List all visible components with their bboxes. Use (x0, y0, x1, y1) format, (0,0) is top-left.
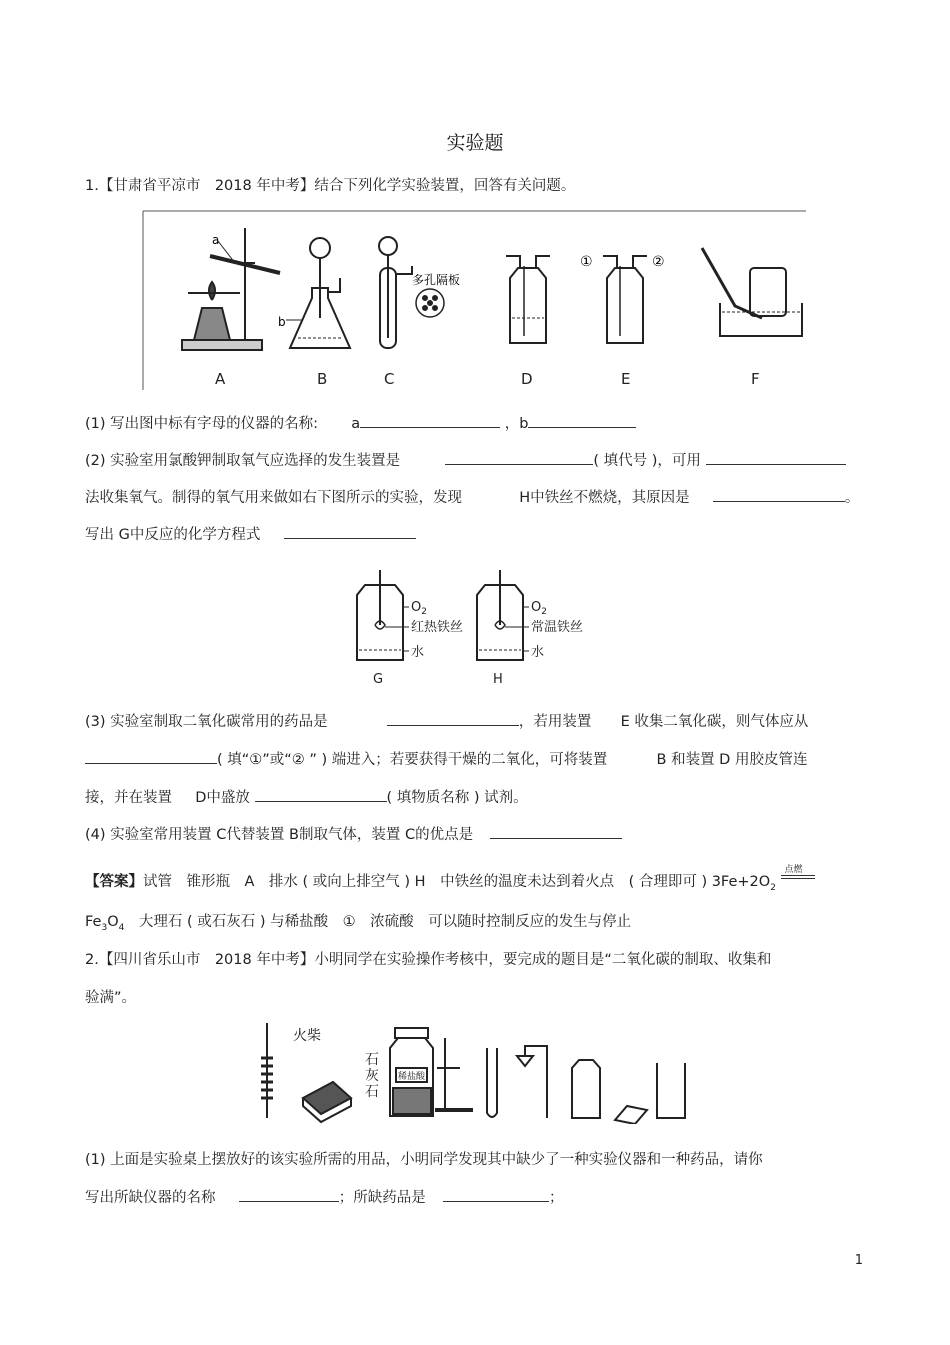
h-wire-label: 常温铁丝 (531, 620, 584, 635)
apparatus-c (379, 237, 444, 348)
q2-sub1-line2: 写出所缺仪器的名称 ；所缺药品是 ； (85, 1186, 563, 1207)
answer-blank-reason[interactable] (713, 487, 845, 502)
answer-blank-missing-reagent[interactable] (443, 1187, 549, 1202)
g-o2-label: O (411, 600, 422, 615)
label-a: a (212, 233, 220, 247)
svg-text:O2 (411, 600, 427, 617)
h-o2-sub: 2 (541, 607, 547, 617)
q1-sub3-line1: (3) 实验室制取二氧化碳常用的药品是 ，若用装置 E 收集二氧化碳，则气体应从 (85, 710, 808, 731)
label-port1: ① (580, 254, 593, 270)
label-b: b (278, 315, 286, 329)
apparatus-f (702, 248, 802, 336)
fig-label-g: G (373, 672, 384, 687)
page-number: 1 (854, 1253, 863, 1268)
apparatus-d (506, 256, 550, 343)
apparatus-b (290, 238, 350, 348)
g-wire-label: 红热铁丝 (411, 620, 464, 635)
label-porous: 多孔隔板 (412, 273, 461, 287)
q1-iron-wire-figure (345, 565, 605, 690)
q1-sub2-line2: 法收集氧气。制得的氧气用来做如右下图所示的实验，发现 H中铁丝不燃烧，其原因是 。 (85, 486, 859, 507)
answer-blank-co2-reagents[interactable] (387, 711, 519, 726)
q1-apparatus-figure (140, 208, 810, 398)
q1-sub2-line1: (2) 实验室用氯酸钾制取氧气应选择的发生装置是 ( 填代号 )，可用 (85, 449, 846, 470)
answer-blank-drying-agent[interactable] (255, 787, 387, 802)
answer-blank-b[interactable] (528, 413, 636, 428)
q1-sub4: (4) 实验室常用装置 C代替装置 B制取气体，装置 C的优点是 (85, 823, 622, 844)
apparatus-e (603, 256, 647, 343)
answer-blank-advantage[interactable] (490, 824, 622, 839)
q2-equipment-figure (255, 1018, 695, 1124)
q1-answer-line2: $Fe_3O_4$ 大理石 ( 或石灰石 ) 与稀盐酸 ① 浓硫酸 可以随时控制反应的发生与停止 (85, 914, 632, 933)
answer-blank-a[interactable] (360, 413, 500, 428)
fig-label-a: A (215, 370, 226, 388)
answer-label: 【答案】 (85, 874, 143, 890)
q1-sub3-line3: 接，并在装置 D中盛放 ( 填物质名称 ) 试剂。 (85, 786, 528, 807)
fig-label-c: C (384, 370, 395, 388)
label-stone-3: 石 (365, 1084, 379, 1100)
answer-blank-generator[interactable] (445, 450, 593, 465)
answer-blank-collect-method[interactable] (706, 450, 846, 465)
label-jar: 稀盐酸 (398, 1072, 426, 1082)
q2-sub1-line1: (1) 上面是实验桌上摆放好的该实验所需的用品，小明同学发现其中缺少了一种实验仪器和一种药品，请你 (85, 1152, 763, 1168)
q1-answer-line1: 【答案】试管 锥形瓶 A 排水 ( 或向上排空气 ) H 中铁丝的温度未达到着火点 ( 合理即可 ) $3Fe+2O_2$ 点燃 (85, 870, 815, 893)
q2-intro-line2: 验满”。 (85, 990, 137, 1006)
fig-label-d: D (521, 370, 533, 388)
label-stone-2: 灰 (365, 1068, 379, 1084)
answer-blank-missing-instrument[interactable] (239, 1187, 339, 1202)
fig-label-f: F (751, 370, 760, 388)
q1-intro: 1.【甘肃省平凉市 2018 年中考】结合下列化学实验装置，回答有关问题。 (85, 178, 576, 194)
answer-blank-port[interactable] (85, 749, 217, 764)
page-title: 实验题 (446, 132, 504, 154)
reaction-condition: 点燃 (784, 865, 803, 875)
q1-sub2-line3: 写出 G中反应的化学方程式 (85, 523, 416, 544)
q1-sub1: (1) 写出图中标有字母的仪器的名称: a ，b (85, 412, 636, 433)
apparatus-a (182, 228, 280, 350)
q2-intro-line1: 2.【四川省乐山市 2018 年中考】小明同学在实验操作考核中，要完成的题目是“二氧化碳的制取、收集和 (85, 952, 772, 968)
q1-sub3-line2: ( 填“①”或“② ” ) 端进入；若要获得干燥的二氧化，可将装置 B 和装置 D 用胶皮管连 (85, 748, 807, 769)
fig-label-h: H (493, 672, 503, 687)
g-water-label: 水 (411, 645, 425, 660)
answer-blank-equation[interactable] (284, 524, 416, 539)
label-match: 火柴 (293, 1028, 321, 1044)
svg-text:O2 (531, 600, 547, 617)
g-o2-sub: 2 (421, 607, 427, 617)
fig-label-e: E (621, 370, 631, 388)
label-stone-1: 石 (365, 1052, 379, 1068)
label-port2: ② (652, 254, 665, 270)
fig-label-b: B (317, 370, 328, 388)
h-o2-label: O (531, 600, 542, 615)
h-water-label: 水 (531, 645, 545, 660)
